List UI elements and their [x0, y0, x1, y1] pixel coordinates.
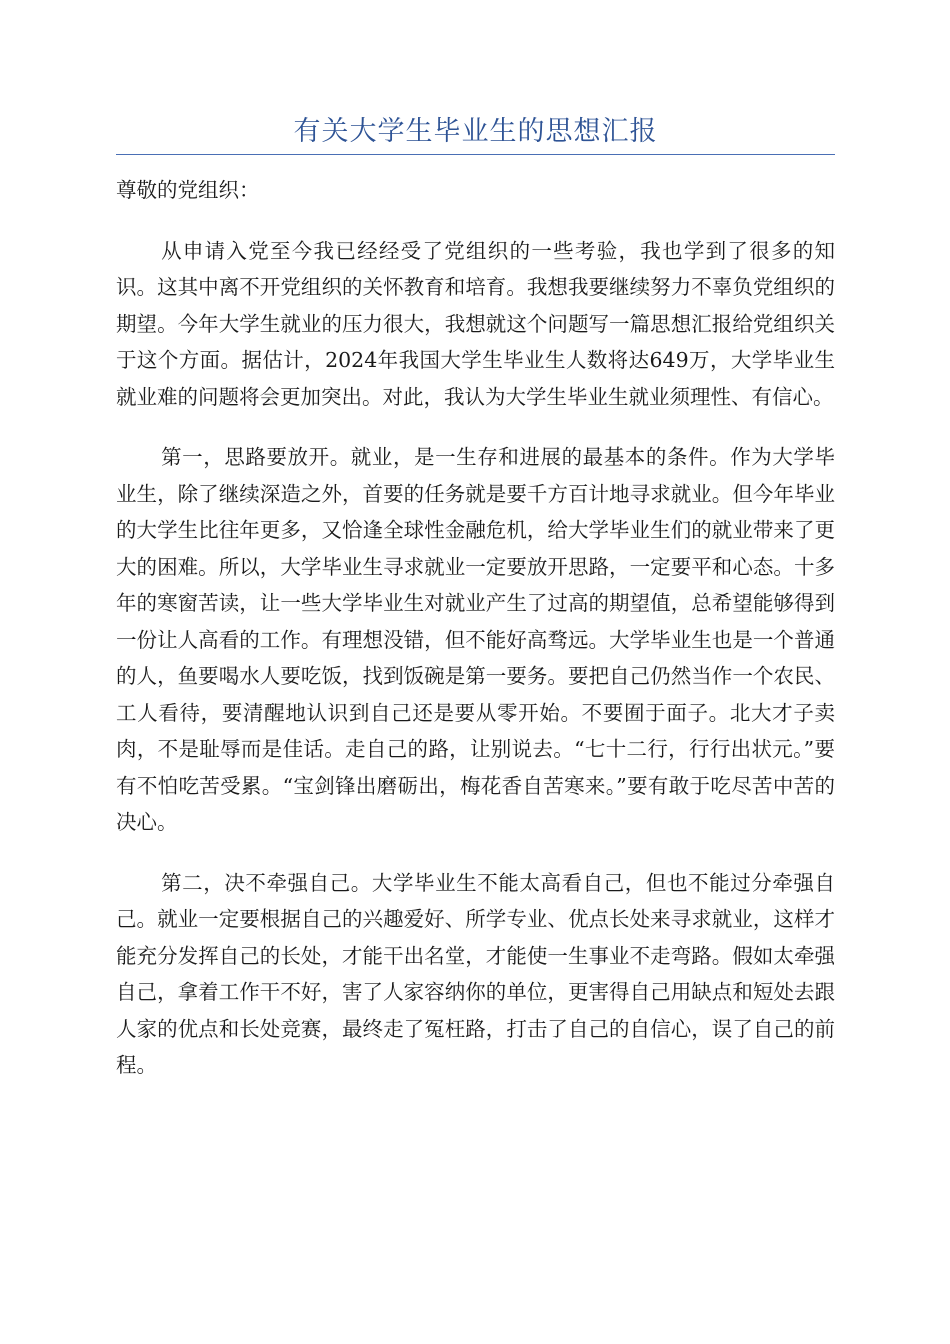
paragraph-second-point: 第二，决不牵强自己。大学毕业生不能太高看自己，但也不能过分牵强自己。就业一定要根据自己的兴趣爱好、所学专业、优点长处来寻求就业，这样才能充分发挥自己的长处，才能干出名堂，才能使一生事业不走弯路。假如太牵强自己，拿着工作干不好，害了人家容纳你的单位，更害得自己用缺点和短处去跟人家的优点和长处竞赛，最终走了冤枉路，打击了自己的自信心，误了自己的前程。	[116, 870, 835, 1077]
salutation: 尊敬的党组织：	[116, 178, 260, 202]
document-title: 有关大学生毕业生的思想汇报	[293, 116, 658, 147]
document-body	[116, 172, 835, 1108]
paragraph-first-point: 第一，思路要放开。就业，是一生存和进展的最基本的条件。作为大学毕业生，除了继续深造之外，首要的任务就是要千方百计地寻求就业。但今年毕业的大学生比往年更多，又恰逢全球性金融危机，给大学毕业生们的就业带来了更大的困难。所以，大学毕业生寻求就业一定要放开思路，一定要平和心态。十多年的寒窗苦读，让一些大学毕业生对就业产生了过高的期望值，总希望能够得到一份让人高看的工作。有理想没错，但不能好高骛远。大学毕业生也是一个普通的人，鱼要喝水人要吃饭，找到饭碗是第一要务。要把自己仍然当作一个农民、工人看待，要清醒地认识到自己还是要从零开始。不要囿于面子。北大才子卖肉，不是耻辱而是佳话。走自己的路，让别说去。“七十二行，行行出状元。”要有不怕吃苦受累。“宝剑锋出磨砺出，梅花香自苦寒来。”要有敢于吃尽苦中苦的决心。	[116, 445, 835, 834]
title-underline	[116, 154, 835, 155]
paragraph-intro: 从申请入党至今我已经经受了党组织的一些考验，我也学到了很多的知识。这其中离不开党组织的关怀教育和培育。我想我要继续努力不辜负党组织的期望。今年大学生就业的压力很大，我想就这个问题写一篇思想汇报给党组织关于这个方面。据估计，2024年我国大学生毕业生人数将达649万，大学毕业生就业难的问题将会更加突出。对此，我认为大学生毕业生就业须理性、有信心。	[116, 238, 835, 409]
